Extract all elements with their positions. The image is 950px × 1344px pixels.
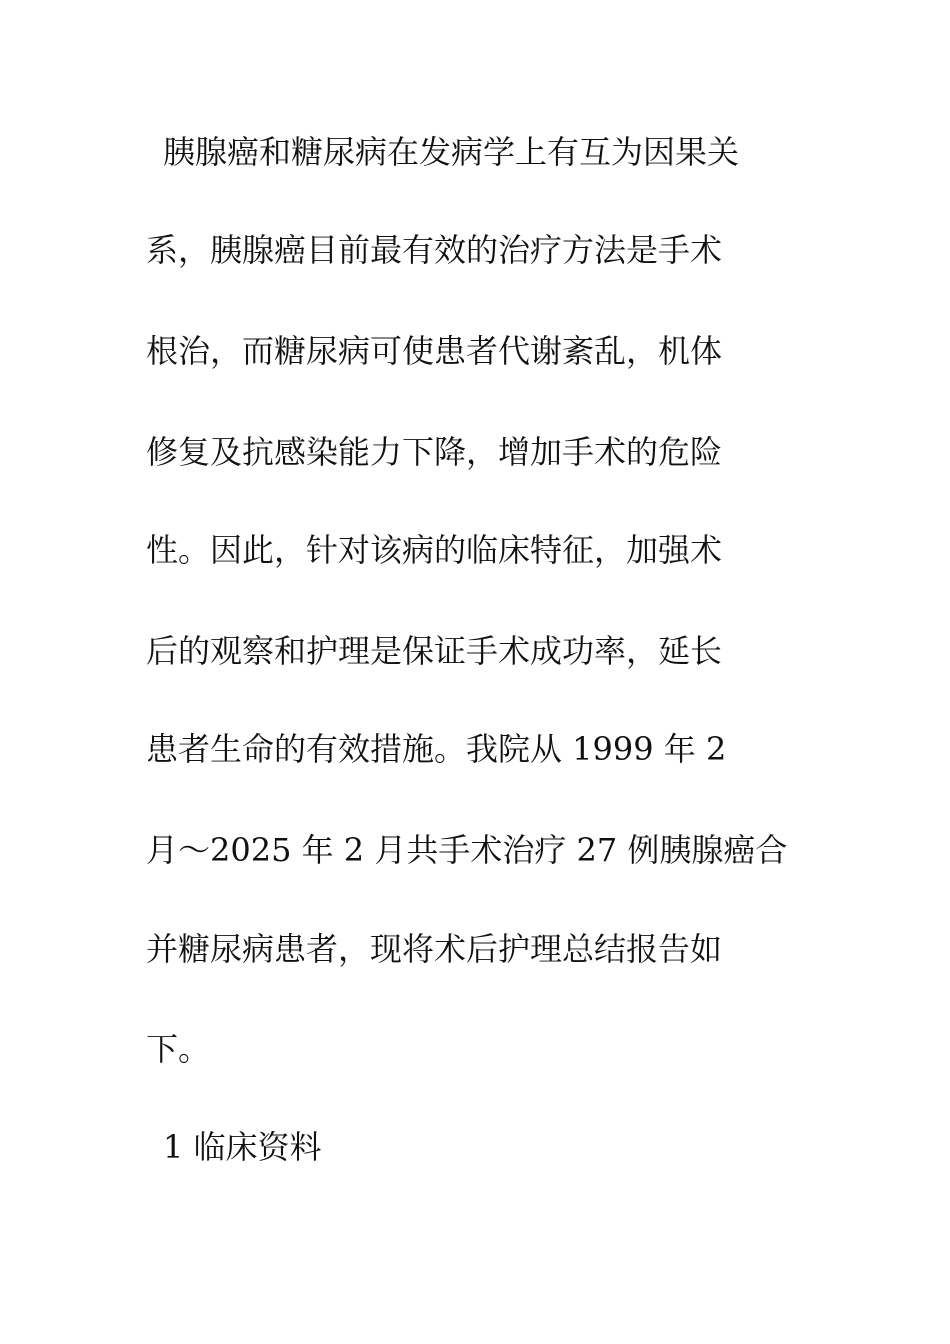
paragraph-line: 性。因此，针对该病的临床特征，加强术 [146,531,723,569]
paragraph-line: 修复及抗感染能力下降，增加手术的危险 [146,433,723,471]
paragraph-line: 下。 [146,1030,211,1068]
paragraph-line: 后的观察和护理是保证手术成功率，延长 [146,632,723,670]
paragraph-line: 月～2025 年 2 月共手术治疗 27 例胰腺癌合 [146,831,788,869]
section-heading: 1 临床资料 [163,1128,322,1166]
paragraph-line: 根治，而糖尿病可使患者代谢紊乱，机体 [146,332,723,370]
paragraph-line: 并糖尿病患者，现将术后护理总结报告如 [146,930,723,968]
paragraph-line: 系，胰腺癌目前最有效的治疗方法是手术 [146,231,723,269]
paragraph-line: 患者生命的有效措施。我院从 1999 年 2 [146,730,727,768]
paragraph-line: 胰腺癌和糖尿病在发病学上有互为因果关 [163,133,740,171]
